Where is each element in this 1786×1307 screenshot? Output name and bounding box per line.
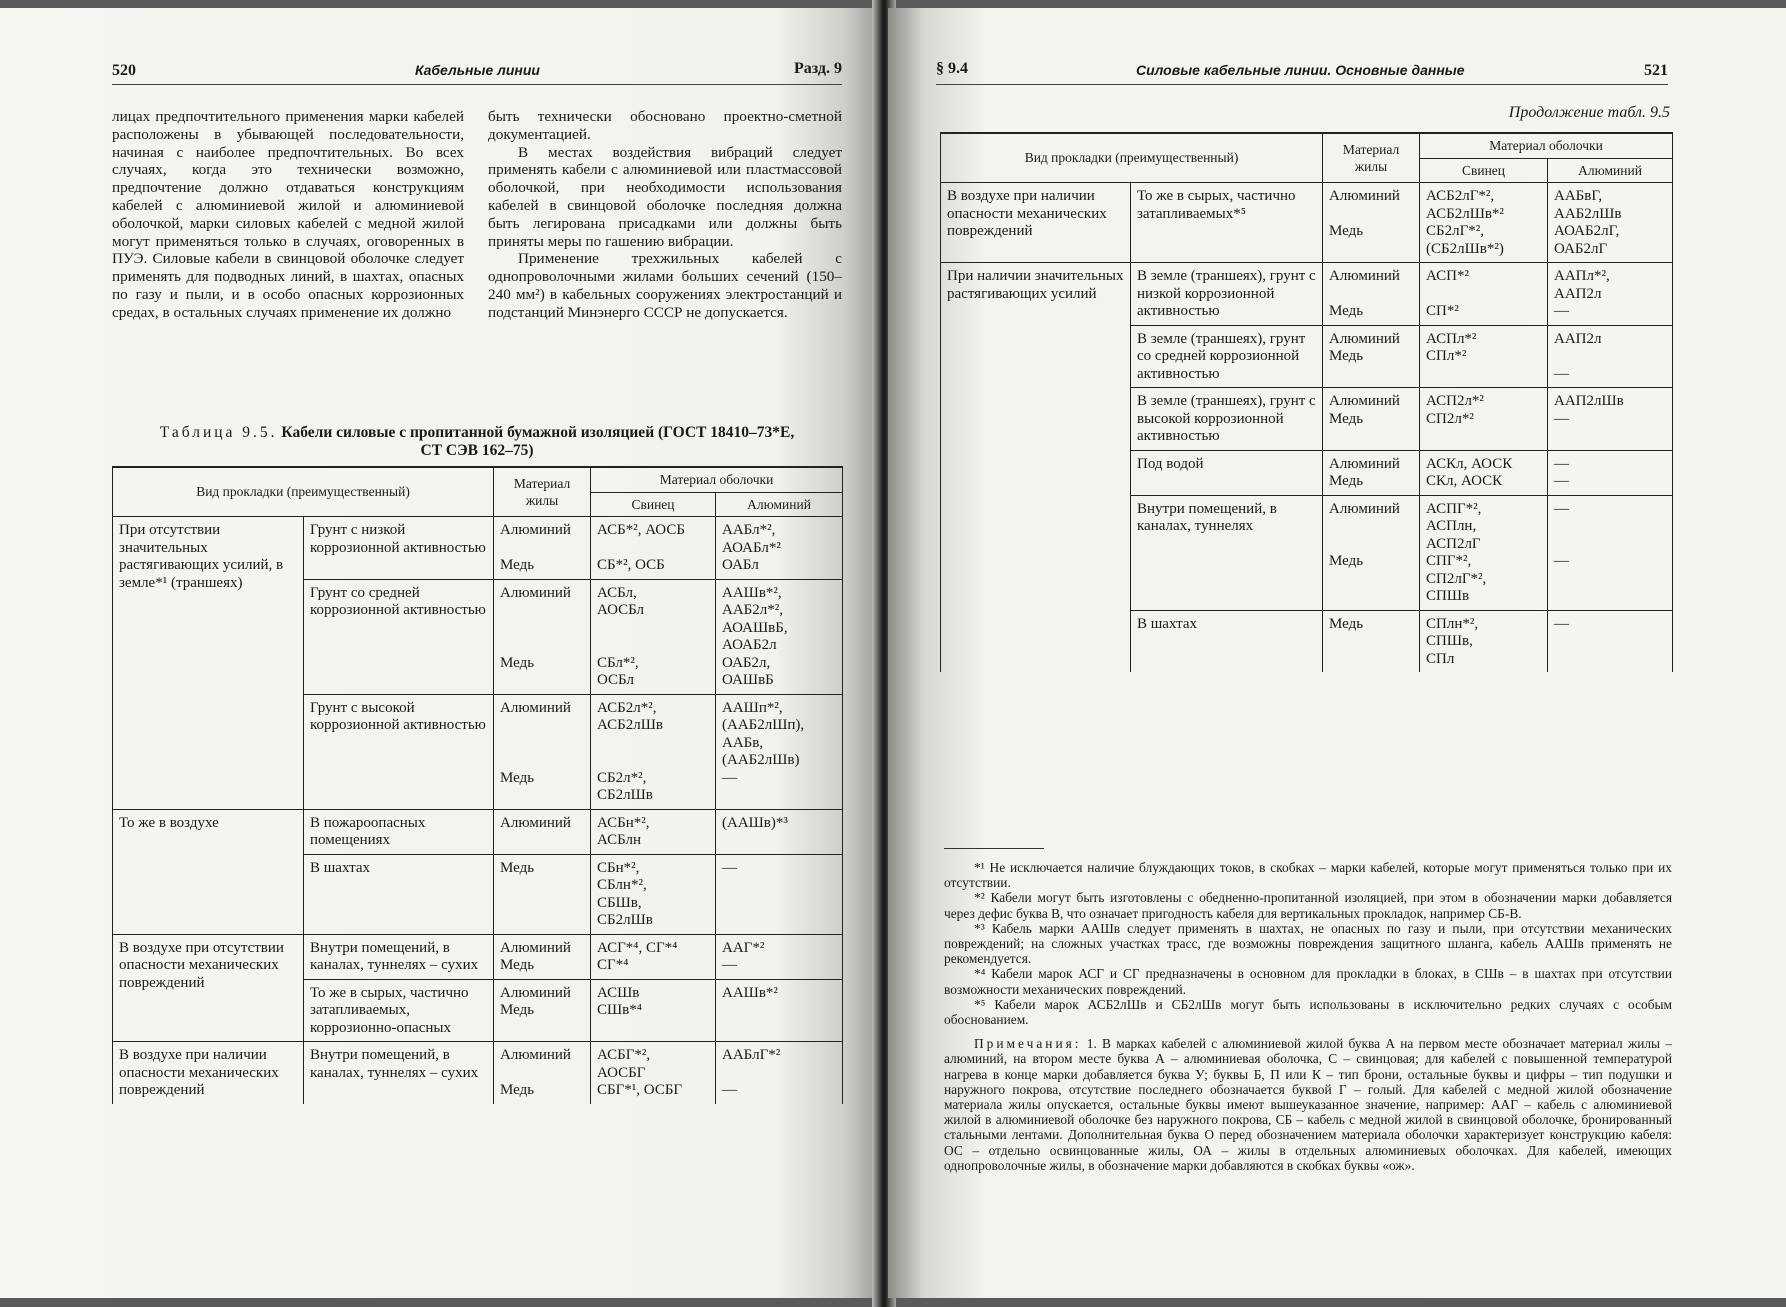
table-row bbox=[941, 183, 1673, 263]
footnote: *¹ Не исключается наличие блуждающих токов, в скобках – марки кабелей, которые могут применяться только при их отсутствии. bbox=[944, 860, 1672, 891]
header-laying: Вид прокладки (преимущественный) bbox=[113, 467, 494, 517]
cell-environment: В земле (траншеях), грунт с низкой коррозионной активностью bbox=[1131, 263, 1323, 326]
left-page bbox=[0, 8, 880, 1298]
header-lead: Свинец bbox=[1420, 158, 1548, 183]
cell-aluminum-marks: ААШв*² bbox=[716, 979, 843, 1042]
cell-core-material: Медь bbox=[494, 854, 591, 934]
header-core: Материал жилы bbox=[1323, 133, 1420, 183]
cell-lead-marks: АСПГ*², АСПлн, АСП2лГ СПГ*², СП2лГ*², СПШв bbox=[1420, 495, 1548, 610]
cell-environment: Грунт со средней коррозионной активностью bbox=[304, 579, 494, 694]
cell-core-material: Медь bbox=[1323, 610, 1420, 672]
cell-aluminum-marks: ААБлГ*² — bbox=[716, 1042, 843, 1104]
footnote: *³ Кабель марки ААШв следует применять в шахтах, не опасных по газу и пыли, при отсутствии механических повреждений; на сложных участках трасс, где возможны повреждения защитного шланга, кабель ААШв применять не рекомендуется. bbox=[944, 920, 1672, 967]
cell-core-material: Алюминий Медь bbox=[1323, 388, 1420, 451]
footnote: *⁵ Кабели марок АСБ2лШв и СБ2лШв могут быть использованы в исключительно редких случаях с особым обоснованием. bbox=[944, 996, 1672, 1028]
cell-core-material: Алюминий Медь bbox=[1323, 263, 1420, 326]
cell-core-material: Алюминий bbox=[494, 809, 591, 854]
cell-aluminum-marks: ААШв*², ААБ2л*², АОАШвБ, АОАБ2л ОАБ2л, ОАШвБ bbox=[716, 579, 843, 694]
header-core: Материал жилы bbox=[494, 467, 591, 517]
cell-condition: То же в воздухе bbox=[113, 809, 304, 934]
right-running-head bbox=[936, 58, 1668, 85]
cell-lead-marks: АСБл, АОСБл СБл*², ОСБл bbox=[591, 579, 716, 694]
left-page-number: 520 bbox=[112, 62, 136, 79]
right-running-title: Силовые кабельные линии. Основные данные bbox=[1136, 62, 1465, 78]
cell-lead-marks: АСГ*⁴, СГ*⁴ СГ*⁴ bbox=[591, 934, 716, 979]
left-running-title: Кабельные линии bbox=[415, 62, 540, 78]
cell-environment: Грунт с высокой коррозионной активностью bbox=[304, 694, 494, 809]
left-section: Разд. 9 bbox=[793, 60, 842, 77]
cell-lead-marks: АСП2л*² СП2л*² bbox=[1420, 388, 1548, 451]
cell-environment: Внутри помещений, в каналах, туннелях – сухих bbox=[304, 934, 494, 979]
notes-label: Примечания: bbox=[974, 1036, 1082, 1052]
cell-aluminum-marks: ААБвГ, ААБ2лШв АОАБ2лГ, ОАБ2лГ bbox=[1548, 183, 1673, 263]
cell-core-material: Алюминий Медь bbox=[1323, 495, 1420, 610]
right-section: § 9.4 bbox=[936, 60, 968, 77]
left-col1-paragraph: лицах предпочтительного применения марки кабелей расположены в убывающей последовательности, начиная с наиболее предпочтительных. Во всех случаях, когда это технически возможно, предпочтение должно отдаваться конструкциям кабелей с алюминиевой жилой и алюминиевой оболочкой, марки силовых кабелей с медной жилой могут применяться только в случаях, оговоренных в ПУЭ. Силовые кабели в свинцовой оболочке следует применять для подводных линий, в шахтах, опасных по газу и пыли, и в особо опасных коррозионных средах, в остальных случаях применение их должно bbox=[112, 108, 464, 321]
cell-environment: Внутри помещений, в каналах, туннелях bbox=[1131, 495, 1323, 610]
cell-lead-marks: АСБГ*², АОСБГ СБГ*¹, ОСБГ bbox=[591, 1042, 716, 1104]
table-continuation-caption: Продолжение табл. 9.5 bbox=[1508, 104, 1670, 121]
cell-environment: В пожароопасных помещениях bbox=[304, 809, 494, 854]
cell-aluminum-marks: (ААШв)*³ bbox=[716, 809, 843, 854]
cell-condition: При наличии значительных растягивающих усилий bbox=[941, 263, 1131, 673]
cell-lead-marks: АСБ*², АОСБ СБ*², ОСБ bbox=[591, 517, 716, 580]
cell-aluminum-marks: ААБл*², АОАБл*² ОАБл bbox=[716, 517, 843, 580]
footnote-rule bbox=[944, 848, 1044, 849]
cell-aluminum-marks: ААП2л — bbox=[1548, 325, 1673, 388]
left-column-2 bbox=[488, 108, 842, 322]
cell-lead-marks: АСБ2лГ*², АСБ2лШв*² СБ2лГ*², (СБ2лШв*²) bbox=[1420, 183, 1548, 263]
cell-lead-marks: АСП*² СП*² bbox=[1420, 263, 1548, 326]
left-col2-paragraph-3: Применение трехжильных кабелей с однопроволочными жилами больших сечений (150–240 мм²) в кабельных сооружениях электростанций и подстанций Минэнерго СССР не допускается. bbox=[488, 250, 842, 321]
table-row bbox=[941, 263, 1673, 326]
header-sheath: Материал оболочки bbox=[1420, 133, 1673, 158]
cell-condition: При отсутствии значительных растягивающих усилий, в земле*¹ (траншеях) bbox=[113, 517, 304, 810]
cell-core-material: Алюминий Медь bbox=[494, 979, 591, 1042]
footnote: *² Кабели могут быть изготовлены с обедненно-пропитанной изоляцией, при этом в обозначении марки добавляется через дефис буква В, что означает пригодность кабеля для вертикальных прокладок, например СБ-В. bbox=[944, 890, 1672, 921]
table-caption-label: Таблица 9.5. bbox=[159, 424, 278, 441]
footnote: *⁴ Кабели марок АСГ и СГ предназначены в основном для прокладки в блоках, в СШв – в шахтах при отсутствии возможности механических повреждений. bbox=[944, 966, 1672, 997]
table-row bbox=[113, 934, 843, 979]
table-caption-title-2: СТ СЭВ 162–75) bbox=[420, 442, 534, 459]
cell-core-material: Алюминий Медь bbox=[494, 694, 591, 809]
cell-aluminum-marks: — bbox=[716, 854, 843, 934]
cell-core-material: Алюминий Медь bbox=[1323, 450, 1420, 495]
cell-lead-marks: АСКл, АОСК СКл, АОСК bbox=[1420, 450, 1548, 495]
cell-condition: В воздухе при наличии опасности механических повреждений bbox=[113, 1042, 304, 1104]
cell-core-material: Алюминий Медь bbox=[494, 579, 591, 694]
footnote-list bbox=[944, 860, 1672, 1027]
cable-table-right bbox=[940, 132, 1673, 672]
cell-environment: Грунт с низкой коррозионной активностью bbox=[304, 517, 494, 580]
cell-condition: В воздухе при наличии опасности механических повреждений bbox=[941, 183, 1131, 263]
cell-aluminum-marks: ААШп*², (ААБ2лШп), ААБв, (ААБ2лШв) — bbox=[716, 694, 843, 809]
cell-lead-marks: АСПл*² СПл*² bbox=[1420, 325, 1548, 388]
cell-environment: То же в сырых, частично затапливаемых*⁵ bbox=[1131, 183, 1323, 263]
left-column-1 bbox=[112, 108, 464, 322]
cell-aluminum-marks: — — bbox=[1548, 450, 1673, 495]
table-row bbox=[113, 1042, 843, 1104]
cell-lead-marks: АСБ2л*², АСБ2лШв СБ2л*², СБ2лШв bbox=[591, 694, 716, 809]
header-aluminum: Алюминий bbox=[1548, 158, 1673, 183]
right-page bbox=[888, 8, 1786, 1298]
footnotes bbox=[944, 860, 1672, 1173]
cell-condition: В воздухе при отсутствии опасности механических повреждений bbox=[113, 934, 304, 1042]
cell-aluminum-marks: — bbox=[1548, 610, 1673, 672]
notes-paragraph bbox=[944, 1036, 1672, 1173]
table-row bbox=[113, 517, 843, 580]
cell-environment: В шахтах bbox=[304, 854, 494, 934]
left-col2-paragraph-2: В местах воздействия вибраций следует применять кабели с алюминиевой или пластмассовой оболочкой, при необходимости использования кабелей в свинцовой оболочке последняя должна быть легирована присадками или должны быть приняты меры по гашению вибрации. bbox=[488, 143, 842, 250]
cell-core-material: Алюминий Медь bbox=[494, 1042, 591, 1104]
cell-environment: В земле (траншеях), грунт с высокой коррозионной активностью bbox=[1131, 388, 1323, 451]
cell-environment: То же в сырых, частично затапливаемых, коррозионно-опасных bbox=[304, 979, 494, 1042]
table-caption-title: Кабели силовые с пропитанной бумажной изоляцией (ГОСТ 18410–73*Е, bbox=[281, 424, 795, 441]
header-sheath: Материал оболочки bbox=[591, 467, 843, 492]
cell-lead-marks: СПлн*², СПШв, СПл bbox=[1420, 610, 1548, 672]
header-lead: Свинец bbox=[591, 492, 716, 517]
cell-aluminum-marks: ААПл*², ААП2л — bbox=[1548, 263, 1673, 326]
cell-environment: В шахтах bbox=[1131, 610, 1323, 672]
cable-table-left bbox=[112, 466, 843, 1104]
cell-core-material: Алюминий Медь bbox=[1323, 183, 1420, 263]
left-running-head bbox=[112, 58, 842, 85]
cell-lead-marks: СБн*², СБлн*², СБШв, СБ2лШв bbox=[591, 854, 716, 934]
cell-environment: Внутри помещений, в каналах, туннелях – сухих bbox=[304, 1042, 494, 1104]
cell-lead-marks: АСБн*², АСБлн bbox=[591, 809, 716, 854]
cell-core-material: Алюминий Медь bbox=[494, 934, 591, 979]
cell-environment: В земле (траншеях), грунт со средней коррозионной активностью bbox=[1131, 325, 1323, 388]
header-laying: Вид прокладки (преимущественный) bbox=[941, 133, 1323, 183]
cell-aluminum-marks: — — bbox=[1548, 495, 1673, 610]
notes-text: 1. В марках кабелей с алюминиевой жилой буква А на первом месте обозначает материал жилы – алюминий, на втором месте буква А – алюминиевая оболочка, С – свинцовая; для кабелей с повышенной температурой нагрева в конце марки добавляется буква У; буквы Б, П или К – тип брони, остальные буквы и цифры – тип подушки и наружного покрова, отсутствие последнего обозначается буквой Г – голый. Для кабелей с медной жилой обозначение материала жилы опускается, остальные буквы имеют вышеуказанное значение, например: ААГ – кабель с алюминиевой жилой в алюминиевой оболочке без наружного покрова, СБ – кабель с медной жилой в свинцовой оболочке, бронированный стальными лентами. Дополнительная буква О перед обозначением материала оболочки характеризует конструкцию кабеля: ОС – отдельно освинцованные жилы, ОА – жилы в отдельных алюминиевых оболочках. Для кабелей, имеющих однопроволочные жилы, в обозначение марки добавляются в скобках буквы «ож». bbox=[944, 1036, 1672, 1173]
left-col2-paragraph-1: быть технически обосновано проектно-сметной документацией. bbox=[488, 108, 842, 143]
cell-environment: Под водой bbox=[1131, 450, 1323, 495]
table-caption bbox=[112, 424, 842, 460]
cell-lead-marks: АСШв СШв*⁴ bbox=[591, 979, 716, 1042]
right-page-number: 521 bbox=[1644, 62, 1668, 79]
cell-core-material: Алюминий Медь bbox=[494, 517, 591, 580]
cell-aluminum-marks: ААП2лШв — bbox=[1548, 388, 1673, 451]
cell-aluminum-marks: ААГ*² — bbox=[716, 934, 843, 979]
table-row bbox=[113, 809, 843, 854]
cell-core-material: Алюминий Медь bbox=[1323, 325, 1420, 388]
header-aluminum: Алюминий bbox=[716, 492, 843, 517]
